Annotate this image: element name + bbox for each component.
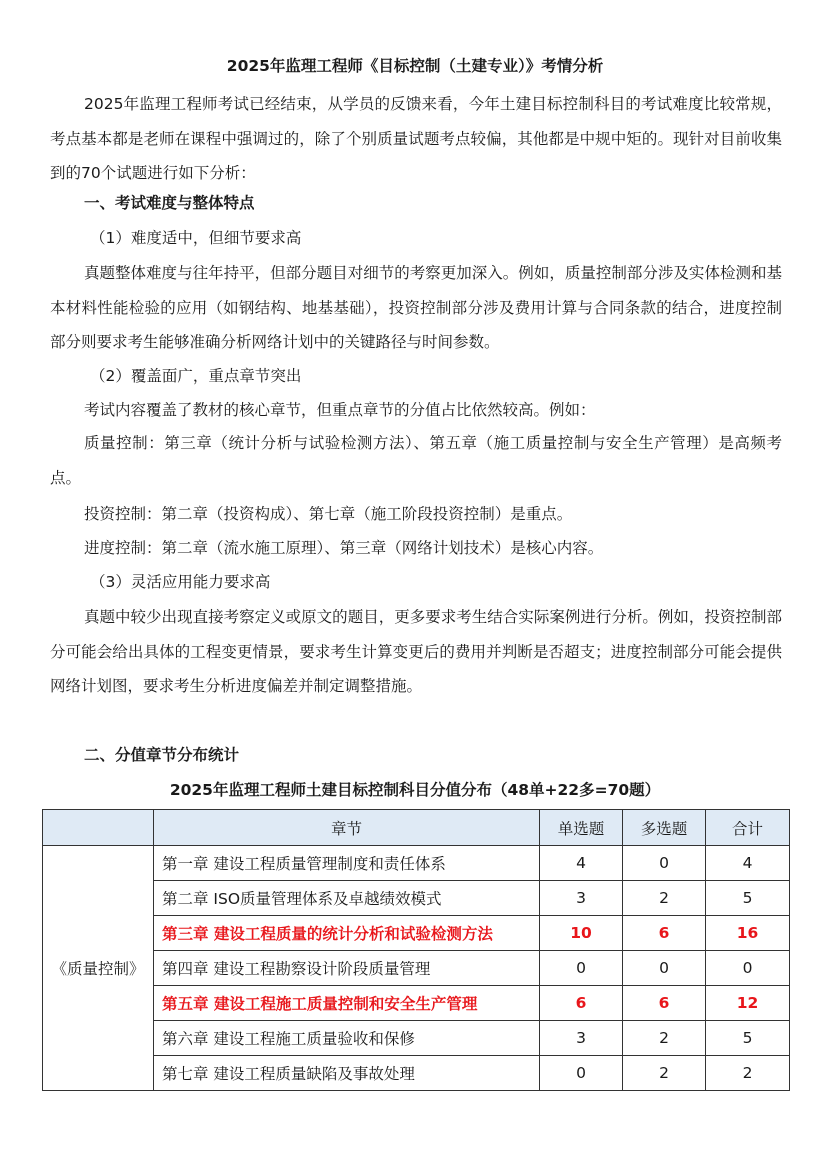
table-row	[43, 986, 790, 1021]
table-row	[43, 846, 790, 881]
schedule-control-note: 进度控制：第二章（流水施工原理）、第三章（网络计划技术）是核心内容。	[84, 539, 604, 557]
multi-choice-cell: 2	[623, 1021, 706, 1056]
table-row	[43, 881, 790, 916]
sub-1-paragraph: 真题整体难度与往年持平，但部分题目对细节的考察更加深入。例如，质量控制部分涉及实体检测和基本材料性能检验的应用（如钢结构、地基基础），投资控制部分涉及费用计算与合同条款的结合，进度控制部分则要求考生能够准确分析网络计划中的关键路径与时间参数。	[50, 264, 782, 351]
header-group	[43, 810, 154, 846]
total-cell: 12	[706, 986, 790, 1021]
multi-choice-cell: 6	[623, 986, 706, 1021]
chapter-cell: 第一章 建设工程质量管理制度和责任体系	[154, 846, 540, 881]
sub-heading-3: （3）灵活应用能力要求高	[90, 573, 271, 591]
section-2-heading: 二、分值章节分布统计	[84, 746, 240, 764]
total-cell: 16	[706, 916, 790, 951]
single-choice-cell: 10	[540, 916, 623, 951]
document-title: 2025年监理工程师《目标控制（土建专业）》考情分析	[226, 57, 604, 75]
sub-2-paragraph: 考试内容覆盖了教材的核心章节，但重点章节的分值占比依然较高。例如：	[84, 401, 596, 419]
table-row	[43, 1056, 790, 1091]
single-choice-cell: 0	[540, 1056, 623, 1091]
chapter-cell: 第三章 建设工程质量的统计分析和试验检测方法	[154, 916, 540, 951]
chapter-cell: 第六章 建设工程施工质量验收和保修	[154, 1021, 540, 1056]
table-row	[43, 951, 790, 986]
multi-choice-cell: 6	[623, 916, 706, 951]
single-choice-cell: 3	[540, 881, 623, 916]
header-single-choice: 单选题	[540, 810, 623, 846]
total-cell: 5	[706, 881, 790, 916]
total-cell: 2	[706, 1056, 790, 1091]
total-cell: 4	[706, 846, 790, 881]
total-cell: 5	[706, 1021, 790, 1056]
total-cell: 0	[706, 951, 790, 986]
investment-control-note: 投资控制：第二章（投资构成）、第七章（施工阶段投资控制）是重点。	[84, 505, 573, 523]
multi-choice-cell: 0	[623, 846, 706, 881]
table-header-row	[43, 810, 790, 846]
chapter-cell: 第五章 建设工程施工质量控制和安全生产管理	[154, 986, 540, 1021]
multi-choice-cell: 2	[623, 881, 706, 916]
chapter-cell: 第四章 建设工程勘察设计阶段质量管理	[154, 951, 540, 986]
header-total: 合计	[706, 810, 790, 846]
sub-3-paragraph: 真题中较少出现直接考察定义或原文的题目，更多要求考生结合实际案例进行分析。例如，投资控制部分可能会给出具体的工程变更情景，要求考生计算变更后的费用并判断是否超支；进度控制部分可能会提供网络计划图，要求考生分析进度偏差并制定调整措施。	[50, 608, 782, 695]
table-row	[43, 916, 790, 951]
section-1-heading: 一、考试难度与整体特点	[84, 194, 255, 212]
header-multi-choice: 多选题	[623, 810, 706, 846]
subject-group-cell: 《质量控制》	[43, 846, 154, 1091]
intro-paragraph: 2025年监理工程师考试已经结束，从学员的反馈来看，今年土建目标控制科目的考试难度比较常规，考点基本都是老师在课程中强调过的，除了个别质量试题考点较偏，其他都是中规中矩的。现针对目前收集到的70个试题进行如下分析：	[50, 95, 782, 182]
single-choice-cell: 0	[540, 951, 623, 986]
multi-choice-cell: 0	[623, 951, 706, 986]
quality-control-note: 质量控制：第三章（统计分析与试验检测方法）、第五章（施工质量控制与安全生产管理）是高频考点。	[50, 434, 782, 487]
single-choice-cell: 3	[540, 1021, 623, 1056]
chapter-cell: 第七章 建设工程质量缺陷及事故处理	[154, 1056, 540, 1091]
chapter-cell: 第二章 ISO质量管理体系及卓越绩效模式	[154, 881, 540, 916]
single-choice-cell: 4	[540, 846, 623, 881]
table-title: 2025年监理工程师土建目标控制科目分值分布（48单+22多=70题）	[169, 781, 661, 799]
multi-choice-cell: 2	[623, 1056, 706, 1091]
header-chapter: 章节	[154, 810, 540, 846]
sub-heading-1: （1）难度适中，但细节要求高	[90, 229, 302, 247]
sub-heading-2: （2）覆盖面广，重点章节突出	[90, 367, 302, 385]
score-distribution-table	[42, 809, 790, 1091]
table-row	[43, 1021, 790, 1056]
single-choice-cell: 6	[540, 986, 623, 1021]
